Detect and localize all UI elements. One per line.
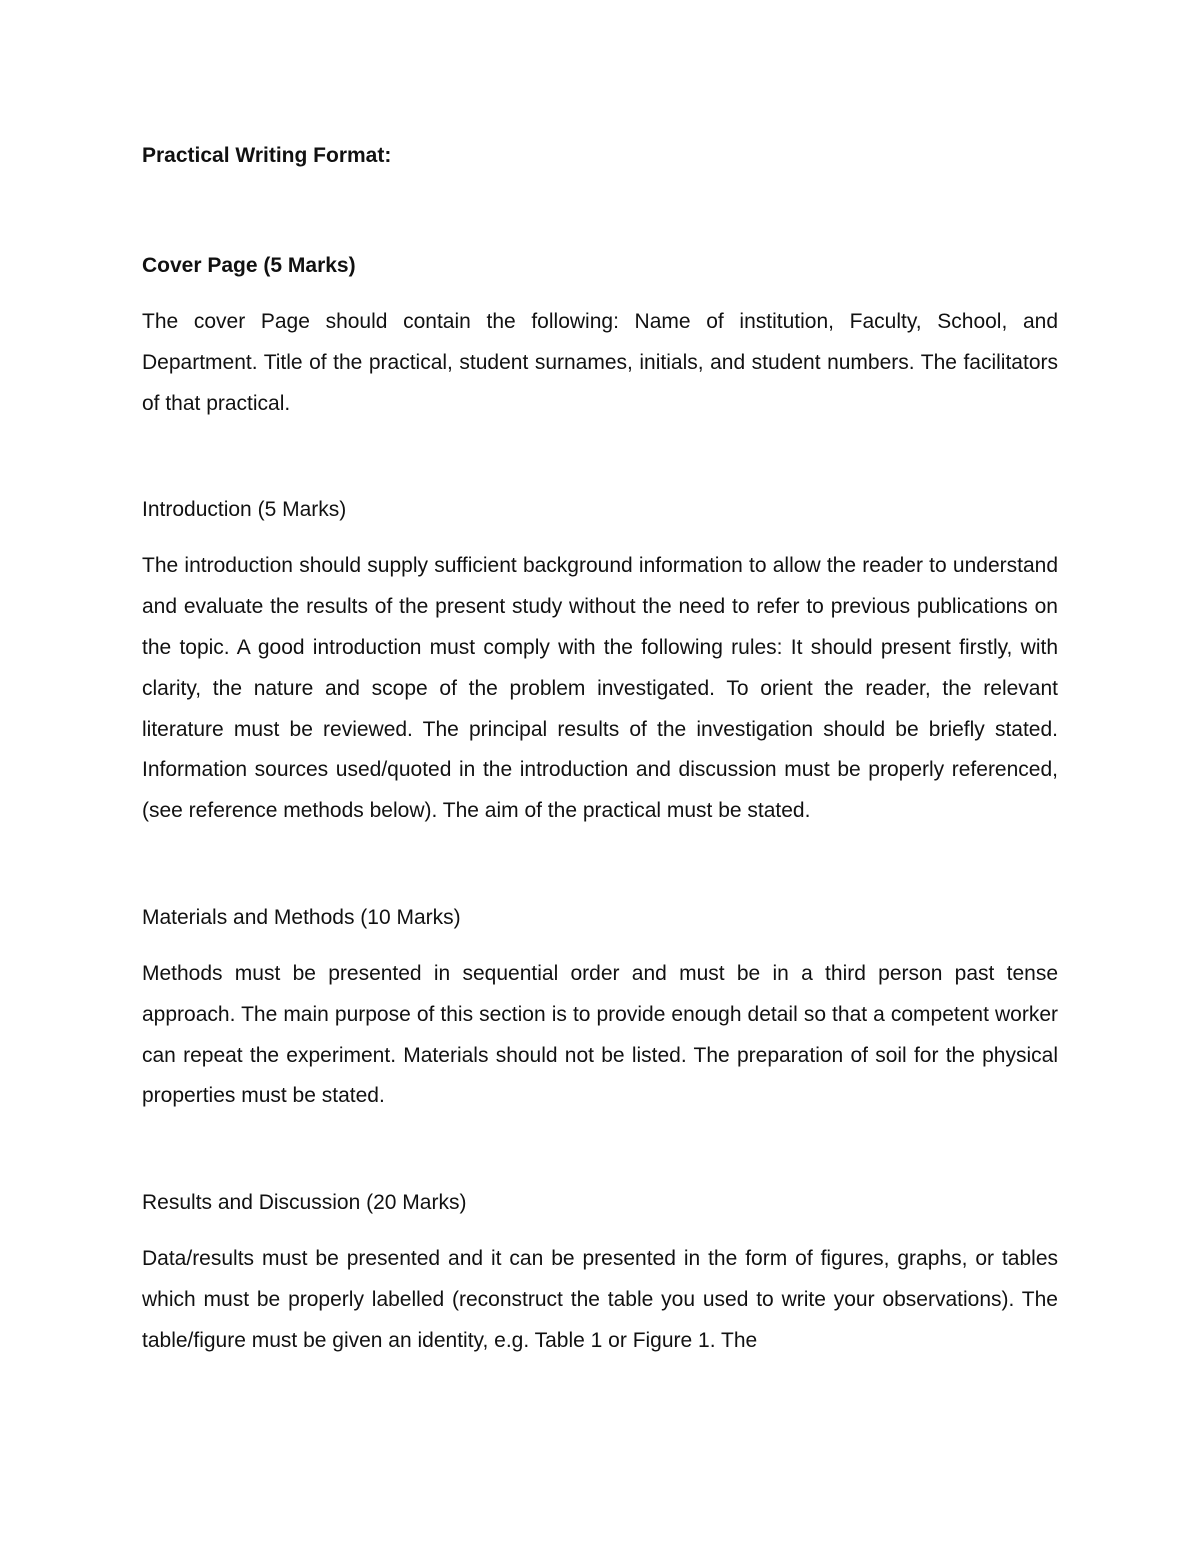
section-body: The cover Page should contain the following: Name of institution, Faculty, School, and Department. Title of the practical, student surnames, initials, and student numbers. The facilitators of that practical. bbox=[142, 310, 1058, 415]
section-results-discussion bbox=[142, 1187, 1058, 1361]
section-heading: Cover Page (5 Marks) bbox=[142, 254, 356, 277]
document-page bbox=[142, 140, 1058, 1362]
section-body: The introduction should supply sufficient background information to allow the reader to understand and evaluate the results of the present study without the need to refer to previous publications on the topic. A good introduction must comply with the following rules: It should present firstly, with clarity, the nature and scope of the problem investigated. To orient the reader, the relevant literature must be reviewed. The principal results of the investigation should be briefly stated. Information sources used/quoted in the introduction and discussion must be properly referenced, (see reference methods below). The aim of the practical must be stated. bbox=[142, 554, 1058, 823]
section-materials-methods bbox=[142, 902, 1058, 1117]
section-cover-page bbox=[142, 250, 1058, 424]
section-introduction bbox=[142, 494, 1058, 832]
section-heading: Results and Discussion (20 Marks) bbox=[142, 1191, 467, 1215]
section-heading: Materials and Methods (10 Marks) bbox=[142, 905, 461, 929]
section-heading: Introduction (5 Marks) bbox=[142, 498, 347, 522]
section-body: Data/results must be presented and it can be presented in the form of figures, graphs, or tables which must be properly labelled (reconstruct the table you used to write your observations). The table/figure must be given an identity, e.g. Table 1 or Figure 1. The bbox=[142, 1247, 1058, 1352]
section-body: Methods must be presented in sequential order and must be in a third person past tense approach. The main purpose of this section is to provide enough detail so that a competent worker can repeat the experiment. Materials should not be listed. The preparation of soil for the physical properties must be stated. bbox=[142, 961, 1058, 1108]
document-title: Practical Writing Format: bbox=[142, 144, 392, 167]
